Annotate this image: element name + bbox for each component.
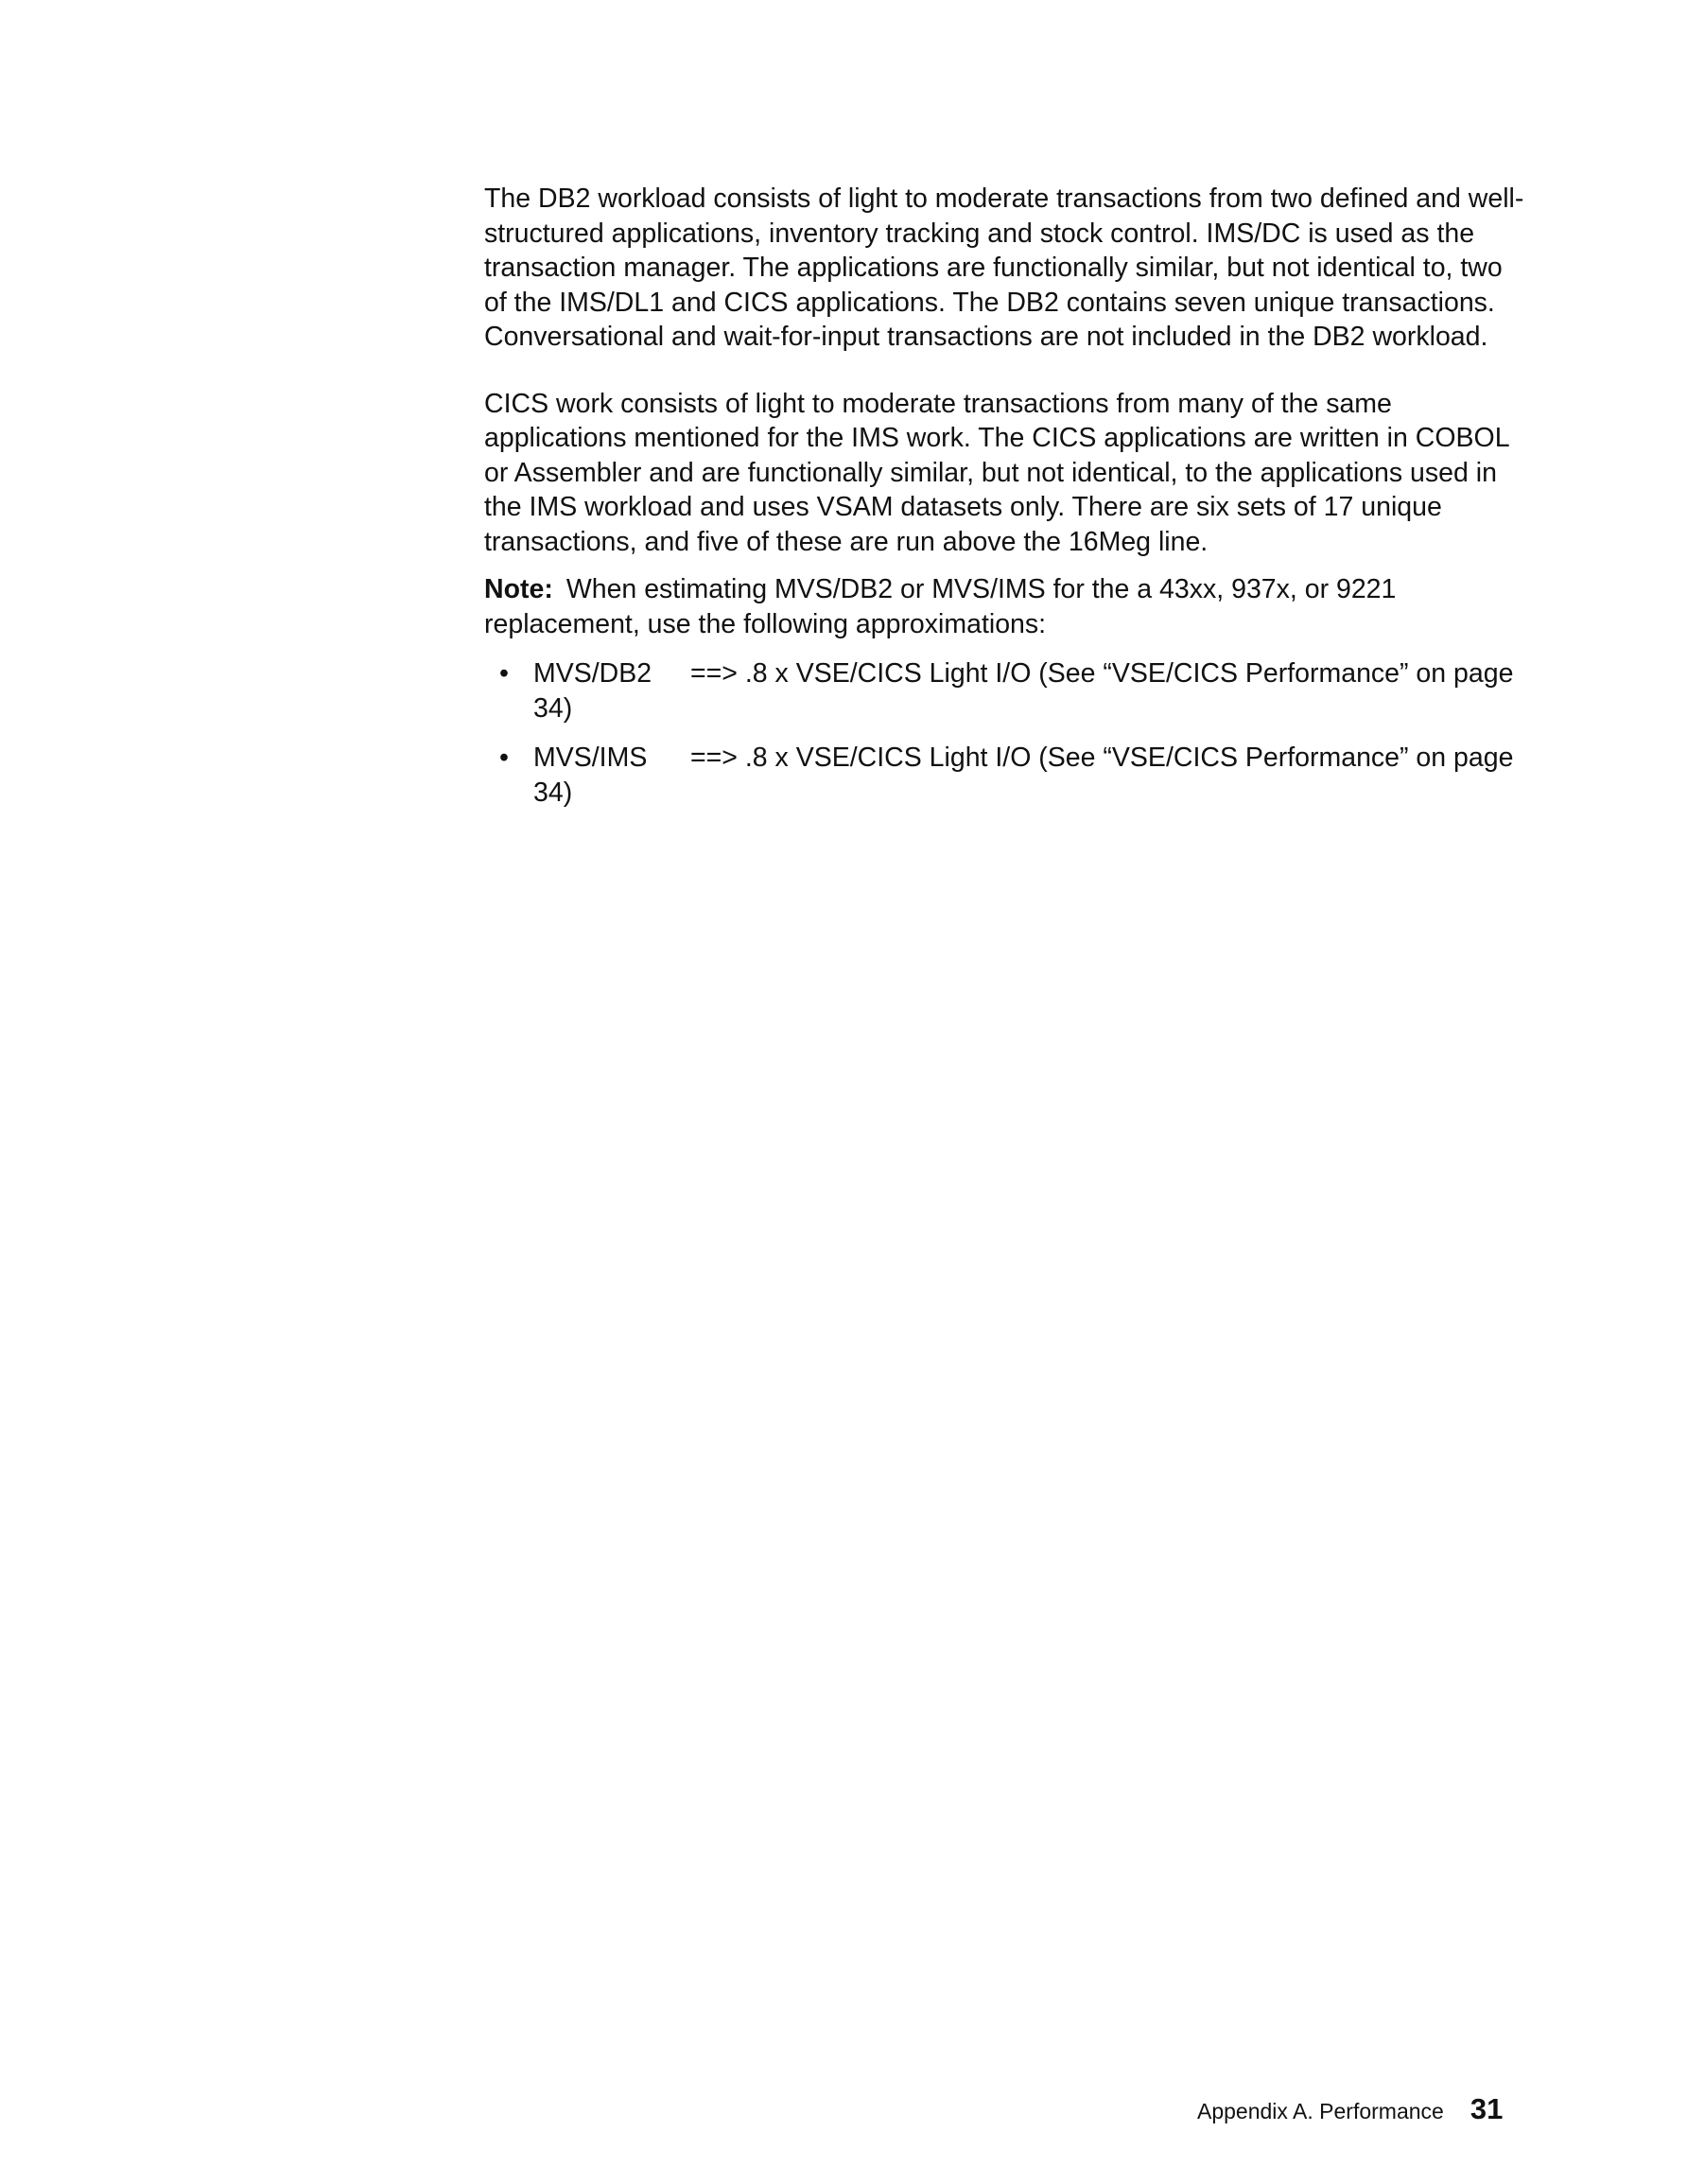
footer-section-label: Appendix A. Performance xyxy=(1197,2099,1444,2123)
bullet-icon: • xyxy=(499,743,509,773)
list-item xyxy=(484,741,1524,810)
list-item xyxy=(484,656,1524,725)
bullet-icon: • xyxy=(499,658,509,689)
list-item-name: MVS/DB2 xyxy=(533,658,652,689)
page-content xyxy=(484,182,1524,825)
paragraph-cics-work: CICS work consists of light to moderate transactions from many of the same applications mentioned for the IMS work. The CICS applications are written in COBOL or Assembler and are functionally similar, but not identical, to the applications used in the IMS workload and uses VSAM datasets only. There are six sets of 17 unique transactions, and five of these are run above the 16Meg line. xyxy=(484,388,1509,557)
paragraph-db2-workload: The DB2 workload consists of light to moderate transactions from two defined and well-structured applications, inventory tracking and stock control. IMS/DC is used as the transaction manager. The applications are functionally similar, but not identical to, two of the IMS/DL1 and CICS applications. The DB2 contains seven unique transactions. Conversational and wait-for-input transactions are not included in the DB2 workload. xyxy=(484,183,1524,352)
page-number: 31 xyxy=(1470,2092,1504,2125)
list-item-text: ==> .8 x VSE/CICS Light I/O (See “VSE/CICS Performance” on page 34) xyxy=(533,743,1514,808)
note-text: When estimating MVS/DB2 or MVS/IMS for the a 43xx, 937x, or 9221 replacement, use the following approximations: xyxy=(484,574,1397,639)
page-footer xyxy=(1197,2092,1503,2126)
list-item-name: MVS/IMS xyxy=(533,743,648,773)
note xyxy=(484,572,1524,641)
list-item-text: ==> .8 x VSE/CICS Light I/O (See “VSE/CICS Performance” on page 34) xyxy=(533,658,1514,724)
approximation-list xyxy=(484,656,1524,810)
note-label: Note: xyxy=(484,574,553,604)
